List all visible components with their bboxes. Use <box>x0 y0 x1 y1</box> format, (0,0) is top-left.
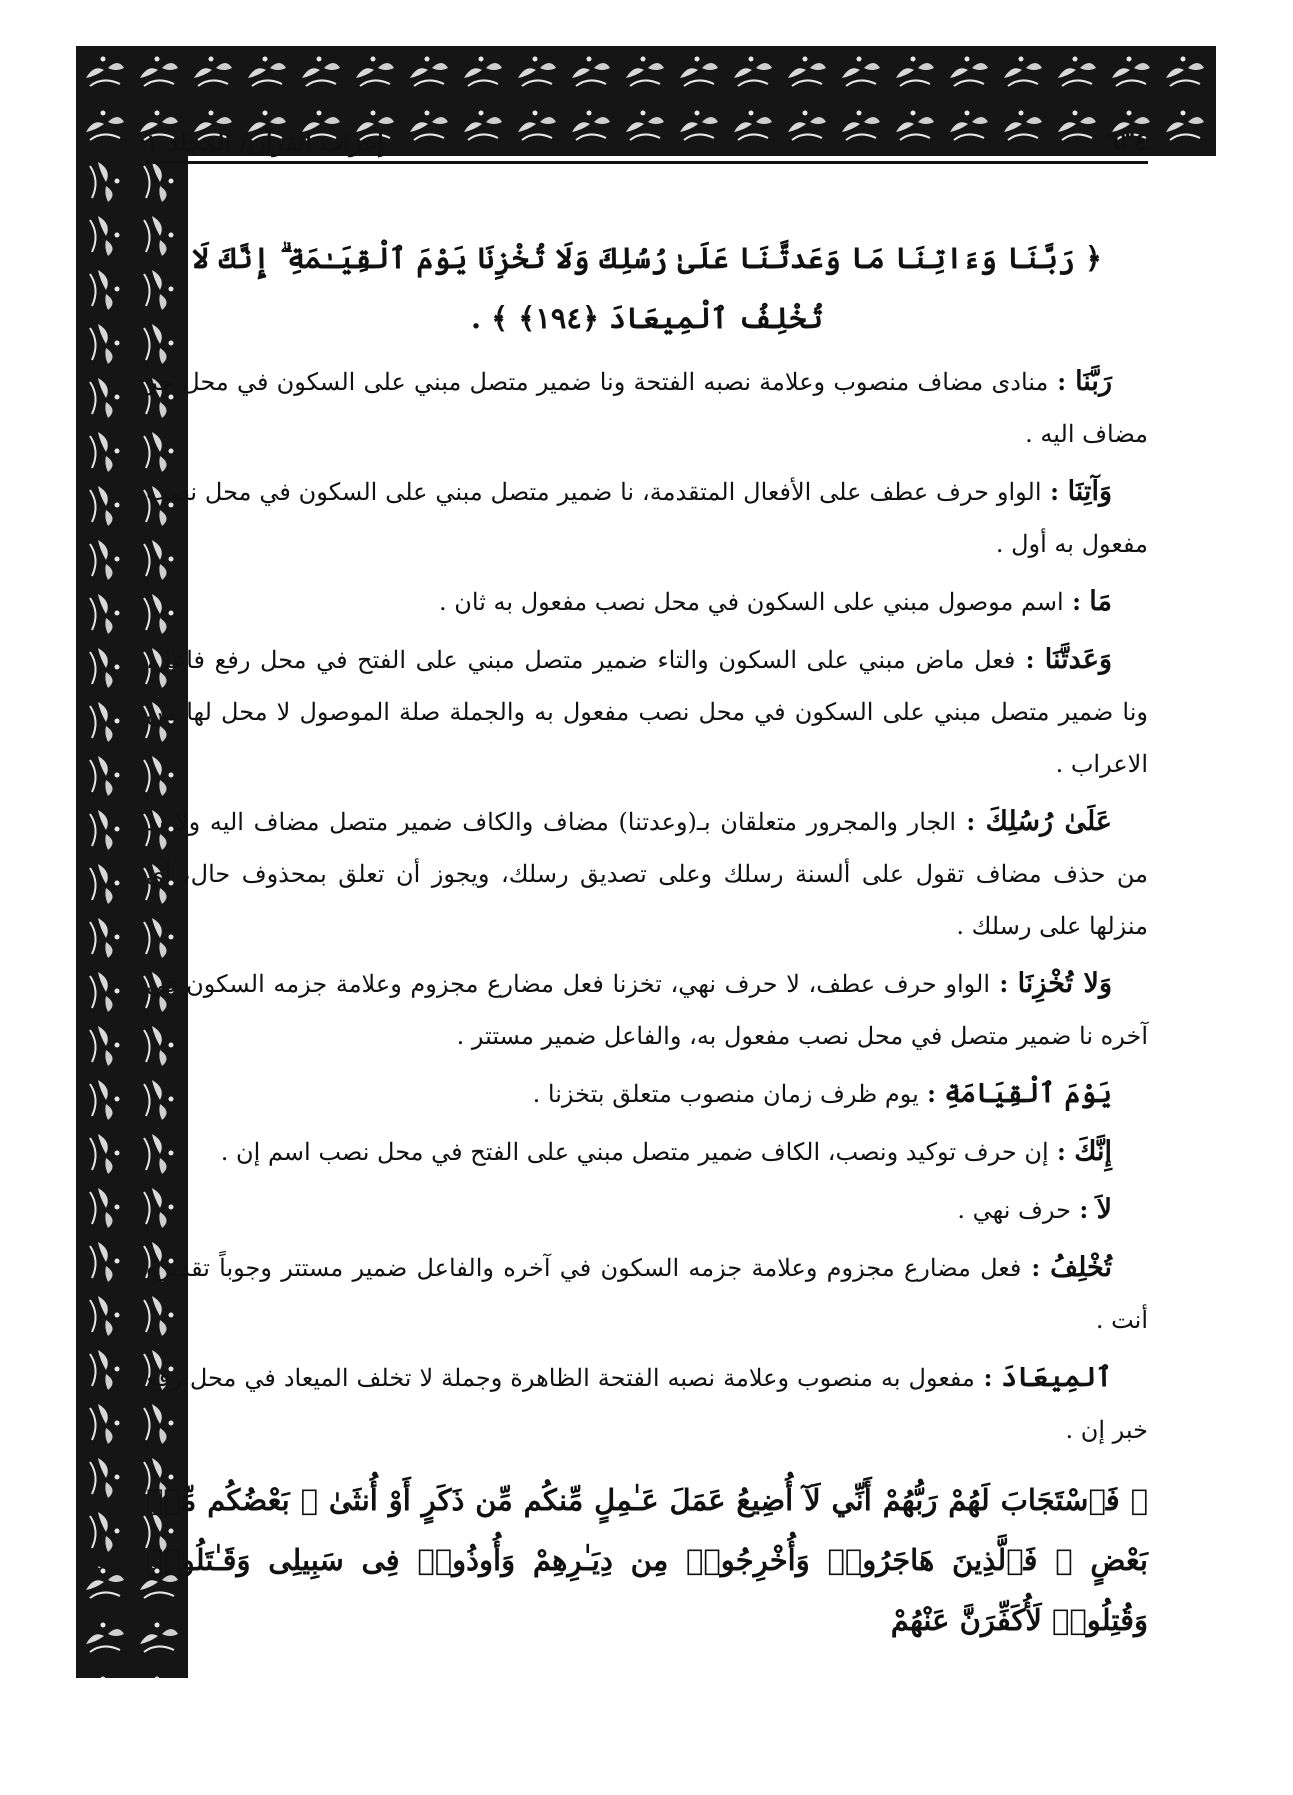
entry-term: إِنَّكَ <box>1074 1136 1112 1167</box>
entry-explanation: الواو حرف عطف على الأفعال المتقدمة، نا ضمير متصل مبني على السكون في محل نصب مفعول به أول . <box>146 478 1148 558</box>
page-number: ٦٣٤ <box>1106 127 1148 157</box>
header-rule <box>146 161 1148 164</box>
grammar-entry <box>146 356 1148 460</box>
entry-separator: : <box>956 807 986 836</box>
grammar-entries <box>146 356 1148 1456</box>
entry-term: يَوْمَ ٱلْقِيَامَةِ <box>944 1078 1112 1109</box>
entry-explanation: اسم موصول مبني على السكون في محل نصب مفعول به ثان . <box>439 588 1064 616</box>
entry-term: عَلَىٰ رُسُلِكَ <box>985 806 1112 837</box>
grammar-entry <box>146 1352 1148 1456</box>
book-title: إعراب القرآن/ المجلد ١ <box>146 127 384 157</box>
entry-separator: : <box>990 969 1018 998</box>
grammar-entry <box>146 1242 1148 1346</box>
entry-explanation: فعل ماض مبني على السكون والتاء ضمير متصل مبني على الفتح في محل رفع فاعل، ونا ضمير متصل مبني على السكون في محل نصب مفعول به والجملة صلة الموصول لا محل لها من الاعراب . <box>146 646 1149 778</box>
entry-explanation: فعل مضارع مجزوم وعلامة جزمه السكون في آخره والفاعل ضمير مستتر وجوباً تقديره أنت . <box>146 1254 1148 1334</box>
grammar-entry <box>146 1126 1148 1178</box>
entry-term: لاَ <box>1096 1194 1112 1225</box>
grammar-entry <box>146 958 1148 1062</box>
entry-explanation: حرف نهي . <box>957 1196 1072 1224</box>
quran-verse-top: ﴿ رَبَّنَا وَءَاتِنَا مَا وَعَدتَّنَا عَلَىٰ رُسُلِكَ وَلَا تُخْزِنَا يَوْمَ ٱلْقِيَـٰمَةِ ۗ إِنَّكَ لَا تُخْلِفُ ٱلْمِيعَادَ ﴿١٩٤﴾ ﴾ . <box>191 241 1103 335</box>
entry-term: رَبَّنَا <box>1075 366 1112 397</box>
grammar-entry <box>146 576 1148 628</box>
entry-explanation: الجار والمجرور متعلقان بـ(وعدتنا) مضاف والكاف ضمير متصل مضاف اليه ولا بد من حذف مضاف تقول على ألسنة رسلك وعلى تصديق رسلك، ويجوز أن تعلق بمحذوف حال، أي منزلها على رسلك . <box>146 808 1148 940</box>
grammar-entry <box>146 1184 1148 1236</box>
entry-explanation: منادى مضاف منصوب وعلامة نصبه الفتحة ونا ضمير متصل مبني على السكون في محل جر مضاف اليه . <box>146 368 1148 448</box>
entry-term: ٱلمِيعَادَ <box>1001 1362 1112 1393</box>
entry-term: مَا <box>1089 586 1112 617</box>
entry-separator: : <box>1041 477 1068 506</box>
entry-term: وَلا تُخْزِنَا <box>1017 968 1112 999</box>
page-header <box>146 122 1148 162</box>
entry-explanation: إن حرف توكيد ونصب، الكاف ضمير متصل مبني على الفتح في محل نصب اسم إن . <box>220 1138 1049 1166</box>
entry-separator: : <box>974 1363 1002 1392</box>
quran-verse-bottom: ﴿ فَٱسْتَجَابَ لَهُمْ رَبُّهُمْ أَنِّي لَآ أُضِيعُ عَمَلَ عَـٰمِلٍ مِّنكُم مِّن ذَكَرٍ أَوْ أُنثَىٰ ۖ بَعْضُكُم مِّنۢ بَعْضٍ ۖ فَٱلَّذِينَ هَاجَرُوا۟ وَأُخْرِجُوا۟ مِن دِيَـٰرِهِمْ وَأُوذُوا۟ فِى سَبِيلِى وَقَـٰتَلُوا۟ وَقُتِلُوا۟ لَأُكَفِّرَنَّ عَنْهُمْ <box>146 1483 1148 1637</box>
page-body <box>146 228 1148 1654</box>
entry-separator: : <box>1021 1253 1051 1282</box>
entry-explanation: الواو حرف عطف، لا حرف نهي، تخزنا فعل مضارع مجزوم وعلامة جزمه السكون في آخره نا ضمير متصل في محل نصب مفعول به، والفاعل ضمير مستتر . <box>146 970 1148 1050</box>
entry-explanation: يوم ظرف زمان منصوب متعلق بتخزنا . <box>532 1080 919 1108</box>
entry-separator: : <box>1015 645 1045 674</box>
entry-separator: : <box>1048 1137 1075 1166</box>
entry-term: تُخْلِفُ <box>1050 1252 1112 1283</box>
entry-separator: : <box>918 1079 945 1108</box>
entry-term: وَعَدتَّنَا <box>1044 644 1112 675</box>
entry-term: وَآتِنَا <box>1067 476 1112 507</box>
grammar-entry <box>146 466 1148 570</box>
entry-explanation: مفعول به منصوب وعلامة نصبه الفتحة الظاهرة وجملة لا تخلف الميعاد في محل رفع خبر إن . <box>146 1364 1148 1444</box>
grammar-entry <box>146 634 1148 790</box>
grammar-entry <box>146 1068 1148 1120</box>
entry-separator: : <box>1063 587 1090 616</box>
grammar-entry <box>146 796 1148 952</box>
entry-separator: : <box>1071 1195 1097 1224</box>
entry-separator: : <box>1048 367 1076 396</box>
